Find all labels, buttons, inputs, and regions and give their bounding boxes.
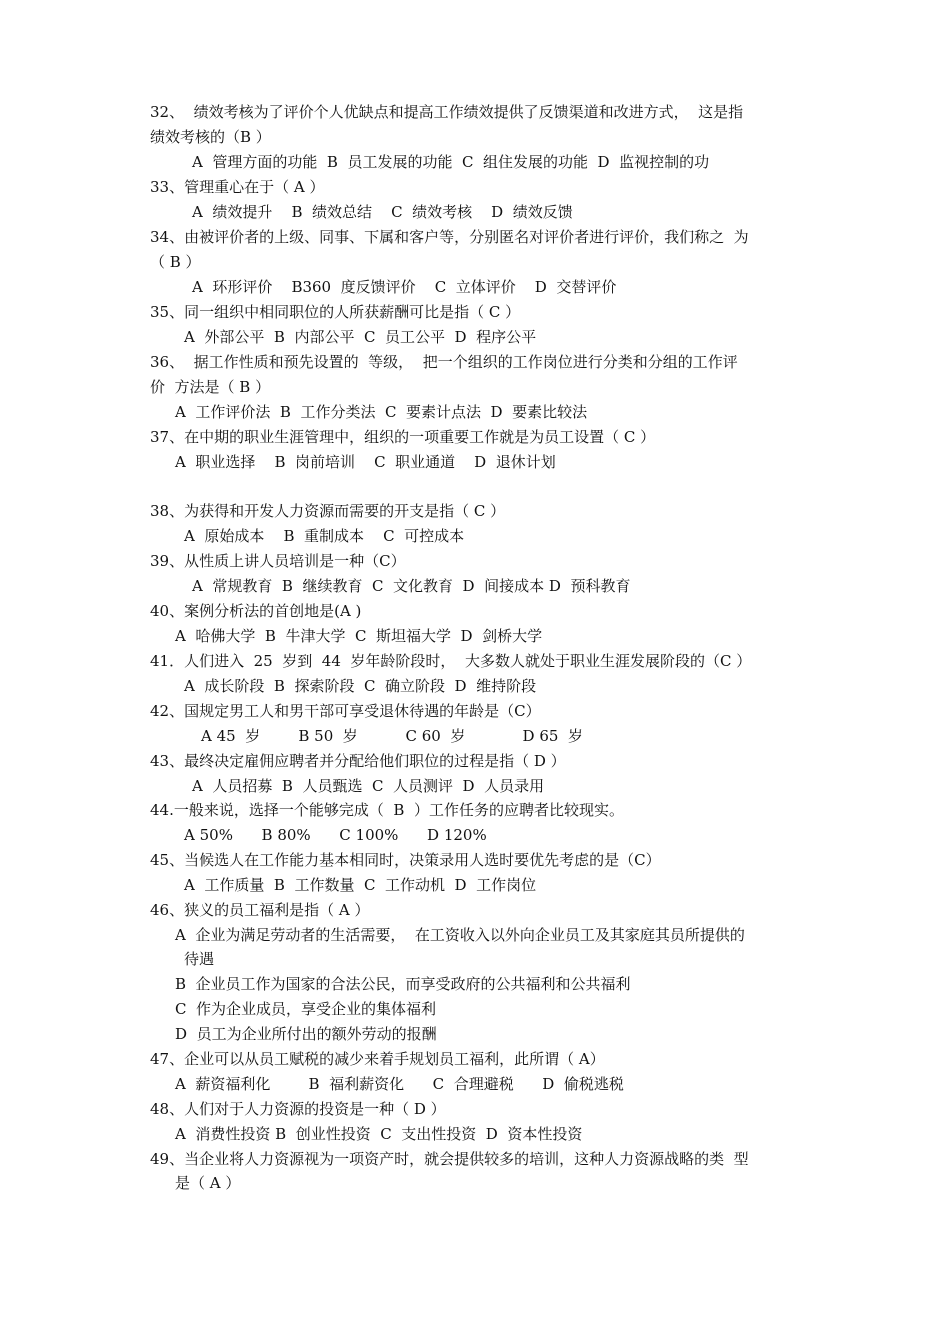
options-q41: A 成长阶段 B 探索阶段 C 确立阶段 D 维持阶段 <box>184 677 537 695</box>
line-q34-b: （ B ） <box>150 253 201 271</box>
line-q37: 37、在中期的职业生涯管理中，组织的一项重要工作就是为员工设置（ C ） <box>150 428 656 446</box>
options-q42: A 45 岁 B 50 岁 C 60 岁 D 65 岁 <box>201 727 583 745</box>
option-q46-b: B 企业员工作为国家的合法公民，而享受政府的公共福利和公共福利 <box>175 975 631 993</box>
options-q48: A 消费性投资 B 创业性投资 C 支出性投资 D 资本性投资 <box>175 1125 583 1143</box>
option-q46-a-1: A 企业为满足劳动者的生活需要， 在工资收入以外向企业员工及其家庭其员所提供的 <box>175 926 745 944</box>
line-q39: 39、从性质上讲人员培训是一种（C） <box>150 552 406 570</box>
line-q38: 38、为获得和开发人力资源而需要的开支是指（ C ） <box>150 502 506 520</box>
options-q38: A 原始成本 B 重制成本 C 可控成本 <box>184 527 465 545</box>
line-q42: 42、国规定男工人和男干部可享受退休待遇的年龄是（C） <box>150 702 541 720</box>
line-q43: 43、最终决定雇佣应聘者并分配给他们职位的过程是指（ D ） <box>150 752 566 770</box>
line-q33: 33、管理重心在于（ A ） <box>150 178 325 196</box>
line-q44: 44.一般来说，选择一个能够完成（ B ）工作任务的应聘者比较现实。 <box>150 801 624 819</box>
options-q39: A 常规教育 B 继续教育 C 文化教育 D 间接成本 D 预科教育 <box>192 577 631 595</box>
option-q46-c: C 作为企业成员，享受企业的集体福利 <box>175 1000 437 1018</box>
line-q36-b: 价 方法是（ B ） <box>150 378 271 396</box>
line-q47: 47、企业可以从员工赋税的减少来着手规划员工福利，此所谓（ A） <box>150 1050 605 1068</box>
options-q40: A 哈佛大学 B 牛津大学 C 斯坦福大学 D 剑桥大学 <box>175 627 543 645</box>
line-q40: 40、案例分析法的首创地是(A ) <box>150 602 362 620</box>
line-q35: 35、同一组织中相同职位的人所获薪酬可比是指（ C ） <box>150 303 521 321</box>
options-q45: A 工作质量 B 工作数量 C 工作动机 D 工作岗位 <box>184 876 537 894</box>
options-q33: A 绩效提升 B 绩效总结 C 绩效考核 D 绩效反馈 <box>192 203 573 221</box>
option-q46-a-2: 待遇 <box>184 950 215 968</box>
options-q36: A 工作评价法 B 工作分类法 C 要素计点法 D 要素比较法 <box>175 403 588 421</box>
line-q49-b: 是（ A ） <box>175 1174 241 1192</box>
line-q46: 46、狭义的员工福利是指（ A ） <box>150 901 370 919</box>
options-q43: A 人员招募 B 人员甄选 C 人员测评 D 人员录用 <box>192 777 545 795</box>
options-q37: A 职业选择 B 岗前培训 C 职业通道 D 退休计划 <box>175 453 556 471</box>
line-q49-a: 49、当企业将人力资源视为一项资产时，就会提供较多的培训，这种人力资源战略的类 型 <box>150 1150 749 1168</box>
line-q36-a: 36、 据工作性质和预先设置的 等级， 把一个组织的工作岗位进行分类和分组的工作评 <box>150 353 738 371</box>
line-q34-a: 34、由被评价者的上级、同事、下属和客户等，分别匿名对评价者进行评价，我们称之 为 <box>150 228 749 246</box>
options-q47: A 薪资福利化 B 福利薪资化 C 合理避税 D 偷税逃税 <box>175 1075 624 1093</box>
options-q35: A 外部公平 B 内部公平 C 员工公平 D 程序公平 <box>184 328 537 346</box>
options-q44: A 50% B 80% C 100% D 120% <box>184 826 487 844</box>
line-q32-b: 绩效考核的（B ） <box>150 128 271 146</box>
line-q41: 41．人们进入 25 岁到 44 岁年龄阶段时， 大多数人就处于职业生涯发展阶段的（C ） <box>150 652 752 670</box>
line-q48: 48、人们对于人力资源的投资是一种（ D ） <box>150 1100 446 1118</box>
line-q32-a: 32、 绩效考核为了评价个人优缺点和提高工作绩效提供了反馈渠道和改进方式， 这是指 <box>150 103 744 121</box>
line-q45: 45、当候选人在工作能力基本相同时，决策录用人选时要优先考虑的是（C） <box>150 851 661 869</box>
option-q46-d: D 员工为企业所付出的额外劳动的报酬 <box>175 1025 437 1043</box>
options-q34: A 环形评价 B360 度反馈评价 C 立体评价 D 交替评价 <box>192 278 617 296</box>
options-q32: A 管理方面的功能 B 员工发展的功能 C 组住发展的功能 D 监视控制的功 <box>192 153 710 171</box>
